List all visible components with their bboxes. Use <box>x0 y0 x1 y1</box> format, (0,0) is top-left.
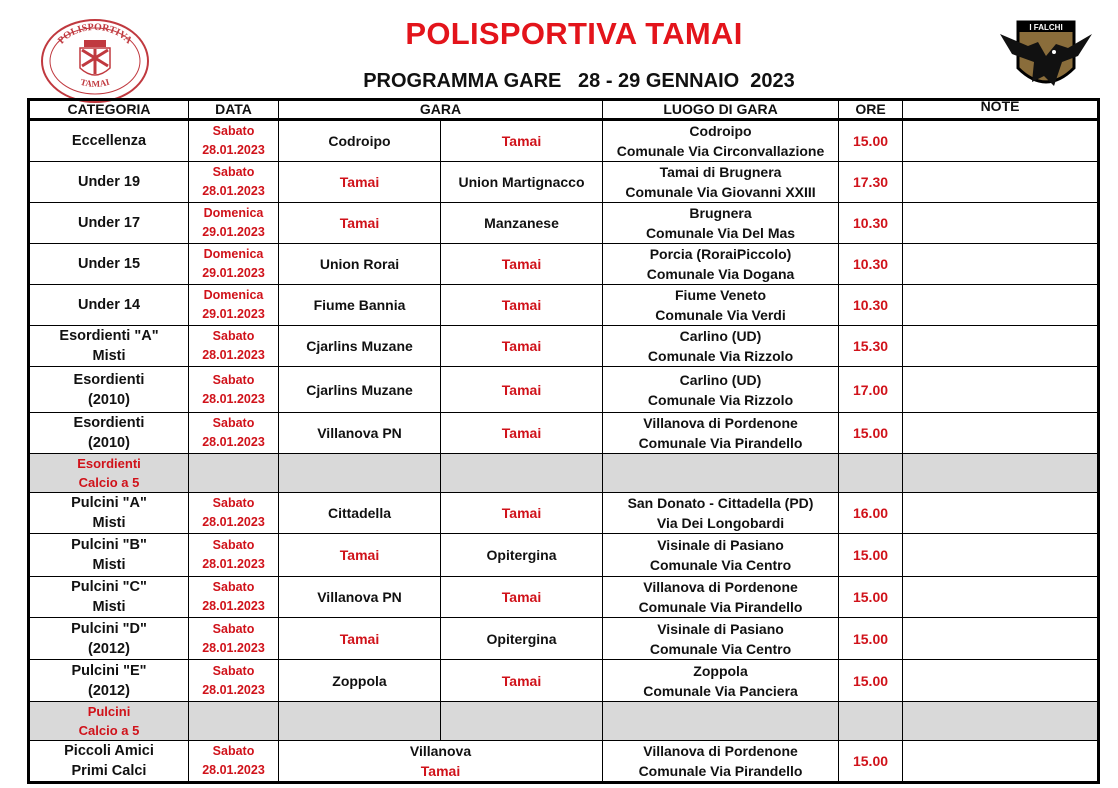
note-cell <box>903 660 1099 702</box>
cell-text: Union Martignacco <box>458 174 585 190</box>
note-cell <box>903 120 1099 162</box>
home-team-cell <box>279 203 441 244</box>
cell-text: Tamai <box>339 547 380 563</box>
away-team-cell <box>441 660 603 702</box>
note-cell <box>903 162 1099 203</box>
home-team-cell <box>279 244 441 285</box>
note-cell <box>903 244 1099 285</box>
home-team-cell <box>279 285 441 326</box>
category-cell <box>29 367 189 413</box>
cell-text: 28.01.2023 <box>202 599 265 613</box>
cell-text: Under 17 <box>77 215 141 231</box>
table-row <box>29 413 1099 454</box>
note-cell <box>903 577 1099 618</box>
cell-text: (2010) <box>88 391 130 408</box>
cell-text: Cjarlins Muzane <box>306 338 413 354</box>
venue-cell <box>603 454 839 493</box>
time-cell <box>839 741 903 783</box>
category-cell <box>29 454 189 493</box>
venue-cell <box>603 618 839 660</box>
table-row <box>29 702 1099 741</box>
venue-cell <box>603 702 839 741</box>
cell-text: Tamai <box>339 630 380 647</box>
time-cell <box>839 660 903 702</box>
category-cell <box>29 534 189 577</box>
away-team-cell <box>441 203 603 244</box>
time-cell <box>839 367 903 413</box>
note-cell <box>903 326 1099 367</box>
cell-text: 29.01.2023 <box>202 266 265 280</box>
note-cell <box>903 741 1099 783</box>
venue-cell <box>603 534 839 577</box>
cell-text: Sabato <box>212 372 255 387</box>
header-ore: ORE <box>839 100 903 120</box>
cell-text: Piccoli Amici <box>64 743 154 759</box>
date-cell <box>189 413 279 454</box>
date-cell <box>189 534 279 577</box>
cell-text: Sabato <box>212 621 255 636</box>
cell-text: Tamai <box>420 763 461 779</box>
cell-text: Sabato <box>212 496 255 510</box>
cell-text: Comunale Via Centro <box>649 557 792 573</box>
header-data: DATA <box>189 100 279 120</box>
cell-text: Opitergina <box>486 630 557 647</box>
date-cell <box>189 162 279 203</box>
date-cell <box>189 493 279 534</box>
cell-text: Comunale Via Rizzolo <box>647 391 794 408</box>
cell-text: Sabato <box>212 744 255 758</box>
header-categoria: CATEGORIA <box>29 100 189 120</box>
cell-text: 28.01.2023 <box>202 682 265 697</box>
cell-text: 15.00 <box>852 589 889 605</box>
cell-text: 28.01.2023 <box>202 143 265 157</box>
cell-text: Villanova di Pordenone <box>643 415 798 431</box>
date-cell <box>189 660 279 702</box>
cell-text: Sabato <box>212 329 255 343</box>
cell-text: Pulcini "C" <box>71 579 147 595</box>
cell-text: Visinale di Pasiano <box>657 537 784 553</box>
cell-text: Villanova PN <box>317 589 402 605</box>
table-row <box>29 120 1099 162</box>
note-cell <box>903 454 1099 493</box>
cell-text: Esordienti <box>73 371 145 388</box>
cell-text: Sabato <box>212 124 255 138</box>
category-cell <box>29 493 189 534</box>
date-cell <box>189 702 279 741</box>
cell-text: 15.00 <box>852 753 889 769</box>
cell-text: Misti <box>92 599 126 615</box>
date-cell <box>189 244 279 285</box>
note-cell <box>903 413 1099 454</box>
cell-text: Comunale Via Giovanni XXIII <box>625 184 816 200</box>
cell-text: 10.30 <box>852 297 889 313</box>
time-cell <box>839 413 903 454</box>
cell-text: Primi Calci <box>71 763 147 779</box>
cell-text: Codroipo <box>689 123 752 139</box>
cell-text: Tamai <box>501 256 542 272</box>
table-row <box>29 244 1099 285</box>
table-row <box>29 577 1099 618</box>
away-team-cell <box>441 618 603 660</box>
category-cell <box>29 285 189 326</box>
cell-text: 28.01.2023 <box>202 557 265 571</box>
cell-text: 15.00 <box>852 672 889 689</box>
cell-text: Comunale Via Pirandello <box>638 763 803 779</box>
cell-text: Zoppola <box>332 672 387 689</box>
cell-text: Domenica <box>203 206 264 220</box>
cell-text: Porcia (RoraiPiccolo) <box>649 246 792 262</box>
away-team-cell <box>441 577 603 618</box>
time-cell <box>839 203 903 244</box>
table-row <box>29 454 1099 493</box>
cell-text: Under 19 <box>77 174 141 190</box>
cell-text: Fiume Veneto <box>675 287 767 303</box>
table-row <box>29 493 1099 534</box>
venue-cell <box>603 285 839 326</box>
cell-text: Cittadella <box>327 505 391 521</box>
category-cell <box>29 413 189 454</box>
venue-cell <box>603 326 839 367</box>
table-row <box>29 285 1099 326</box>
cell-text: (2010) <box>88 435 130 451</box>
cell-text: Comunale Via Centro <box>649 640 792 657</box>
header-note: NOTE <box>903 100 1099 120</box>
cell-text: Comunale Via Pirandello <box>638 599 803 615</box>
cell-text: Sabato <box>212 165 255 179</box>
category-cell <box>29 577 189 618</box>
category-cell <box>29 326 189 367</box>
cell-text: Misti <box>92 557 126 573</box>
i-falchi-logo <box>998 16 1094 100</box>
cell-text: (2012) <box>88 682 130 699</box>
away-team-cell <box>441 162 603 203</box>
cell-text: Comunale Via Rizzolo <box>647 348 794 364</box>
away-team-cell <box>441 367 603 413</box>
time-cell <box>839 577 903 618</box>
date-cell <box>189 367 279 413</box>
cell-text: 15.00 <box>852 133 889 149</box>
venue-cell <box>603 367 839 413</box>
cell-text: Misti <box>92 348 126 364</box>
away-team-cell <box>441 285 603 326</box>
home-team-cell <box>279 454 441 493</box>
cell-text: 15.00 <box>852 547 889 563</box>
cell-text: Cjarlins Muzane <box>306 381 413 398</box>
cell-text: Esordienti <box>77 456 141 471</box>
cell-text: Via Dei Longobardi <box>656 515 785 531</box>
cell-text: Tamai <box>339 215 380 231</box>
table-row <box>29 534 1099 577</box>
date-cell <box>189 285 279 326</box>
cell-text: 28.01.2023 <box>202 391 265 406</box>
home-team-cell <box>279 534 441 577</box>
cell-text: Pulcini "D" <box>71 620 147 637</box>
cell-text: Carlino (UD) <box>679 328 762 344</box>
cell-text: Tamai <box>501 425 542 441</box>
away-team-cell <box>441 534 603 577</box>
home-team-cell <box>279 493 441 534</box>
cell-text: 29.01.2023 <box>202 307 265 321</box>
note-cell <box>903 534 1099 577</box>
cell-text: 29.01.2023 <box>202 225 265 239</box>
venue-cell <box>603 741 839 783</box>
venue-cell <box>603 203 839 244</box>
cell-text: Comunale Via Panciera <box>643 682 798 699</box>
cell-text: 28.01.2023 <box>202 348 265 362</box>
category-cell <box>29 660 189 702</box>
cell-text: Domenica <box>203 247 264 261</box>
time-cell <box>839 326 903 367</box>
table-row <box>29 618 1099 660</box>
time-cell <box>839 534 903 577</box>
cell-text: Esordienti <box>73 415 145 431</box>
cell-text: 28.01.2023 <box>202 435 265 449</box>
category-cell <box>29 120 189 162</box>
cell-text: Tamai <box>501 133 542 149</box>
time-cell <box>839 244 903 285</box>
venue-cell <box>603 660 839 702</box>
time-cell <box>839 618 903 660</box>
home-team-cell <box>279 413 441 454</box>
cell-text: 15.00 <box>852 425 889 441</box>
category-cell <box>29 741 189 783</box>
category-cell <box>29 618 189 660</box>
table-header-row <box>29 100 1099 120</box>
away-team-cell <box>441 326 603 367</box>
venue-cell <box>603 120 839 162</box>
cell-text: Tamai <box>501 297 542 313</box>
date-cell <box>189 741 279 783</box>
match-cell <box>279 741 603 783</box>
home-team-cell <box>279 162 441 203</box>
note-cell <box>903 493 1099 534</box>
note-cell <box>903 367 1099 413</box>
cell-text: Comunale Via Dogana <box>646 266 795 282</box>
table-row <box>29 660 1099 702</box>
cell-text: Pulcini "B" <box>71 537 147 553</box>
away-team-cell <box>441 413 603 454</box>
cell-text: Villanova di Pordenone <box>643 579 798 595</box>
cell-text: 15.00 <box>852 630 889 647</box>
cell-text: Misti <box>92 515 126 531</box>
cell-text: Manzanese <box>484 215 559 231</box>
cell-text: Eccellenza <box>71 133 147 149</box>
table-row <box>29 741 1099 783</box>
time-cell <box>839 493 903 534</box>
cell-text: 10.30 <box>852 215 889 231</box>
category-cell <box>29 244 189 285</box>
svg-text:POLISPORTIVA: POLISPORTIVA <box>55 21 135 47</box>
page-subtitle: PROGRAMMA GARE 28 - 29 GENNAIO 2023 <box>363 70 795 92</box>
schedule-table <box>27 98 1100 784</box>
cell-text: Comunale Via Del Mas <box>645 225 796 241</box>
home-team-cell <box>279 660 441 702</box>
note-cell <box>903 285 1099 326</box>
cell-text: 28.01.2023 <box>202 763 265 777</box>
cell-text: Codroipo <box>328 133 391 149</box>
cell-text: Brugnera <box>689 205 752 221</box>
cell-text: (2012) <box>88 640 130 657</box>
cell-text: Comunale Via Circonvallazione <box>616 143 825 159</box>
home-team-cell <box>279 577 441 618</box>
category-cell <box>29 203 189 244</box>
cell-text: Tamai <box>339 174 380 190</box>
time-cell <box>839 454 903 493</box>
cell-text: Comunale Via Pirandello <box>638 435 803 451</box>
cell-text: Pulcini <box>87 704 131 719</box>
time-cell <box>839 702 903 741</box>
cell-text: Domenica <box>203 288 264 302</box>
cell-text: Tamai di Brugnera <box>659 164 782 180</box>
cell-text: Pulcini "E" <box>71 662 147 679</box>
cell-text: Fiume Bannia <box>313 297 406 313</box>
away-team-cell <box>441 120 603 162</box>
table-row <box>29 203 1099 244</box>
cell-text: Under 15 <box>77 256 141 272</box>
cell-text: 10.30 <box>852 256 889 272</box>
home-team-cell <box>279 120 441 162</box>
svg-text:TAMAI: TAMAI <box>79 76 111 89</box>
cell-text: Tamai <box>501 672 542 689</box>
home-team-cell <box>279 618 441 660</box>
home-team-cell <box>279 702 441 741</box>
category-cell <box>29 702 189 741</box>
cell-text: Tamai <box>501 505 542 521</box>
cell-text: 28.01.2023 <box>202 515 265 529</box>
cell-text: Sabato <box>212 416 255 430</box>
cell-text: Sabato <box>212 538 255 552</box>
date-cell <box>189 203 279 244</box>
cell-text: Esordienti "A" <box>59 328 159 344</box>
cell-text: San Donato - Cittadella (PD) <box>627 495 814 511</box>
cell-text: Villanova PN <box>317 425 402 441</box>
table-row <box>29 367 1099 413</box>
page-title: POLISPORTIVA TAMAI <box>405 16 743 51</box>
cell-text: Calcio a 5 <box>78 723 140 738</box>
table-row <box>29 162 1099 203</box>
header-gara: GARA <box>279 100 603 120</box>
venue-cell <box>603 493 839 534</box>
note-cell <box>903 203 1099 244</box>
cell-text: Carlino (UD) <box>679 371 762 388</box>
table-row <box>29 326 1099 367</box>
home-team-cell <box>279 367 441 413</box>
date-cell <box>189 120 279 162</box>
cell-text: Calcio a 5 <box>78 475 140 490</box>
away-team-cell <box>441 702 603 741</box>
cell-text: 16.00 <box>852 505 889 521</box>
cell-text: 28.01.2023 <box>202 184 265 198</box>
cell-text: 17.30 <box>852 174 889 190</box>
away-team-cell <box>441 493 603 534</box>
date-cell <box>189 326 279 367</box>
cell-text: 28.01.2023 <box>202 640 265 655</box>
cell-text: Comunale Via Verdi <box>655 307 786 323</box>
note-cell <box>903 702 1099 741</box>
cell-text: Villanova di Pordenone <box>643 743 798 759</box>
cell-text: 15.30 <box>852 338 889 354</box>
date-cell <box>189 618 279 660</box>
time-cell <box>839 285 903 326</box>
away-team-cell <box>441 454 603 493</box>
date-cell <box>189 577 279 618</box>
category-cell <box>29 162 189 203</box>
venue-cell <box>603 413 839 454</box>
cell-text: Tamai <box>501 589 542 605</box>
cell-text: Sabato <box>212 580 255 594</box>
date-cell <box>189 454 279 493</box>
cell-text: Zoppola <box>693 662 748 679</box>
cell-text: Villanova <box>409 743 472 759</box>
cell-text: Union Rorai <box>319 256 400 272</box>
time-cell <box>839 120 903 162</box>
venue-cell <box>603 162 839 203</box>
cell-text: Tamai <box>501 381 542 398</box>
venue-cell <box>603 577 839 618</box>
away-team-cell <box>441 244 603 285</box>
cell-text: Pulcini "A" <box>71 495 147 511</box>
cell-text: Tamai <box>501 338 542 354</box>
time-cell <box>839 162 903 203</box>
cell-text: Under 14 <box>77 297 141 313</box>
cell-text: 17.00 <box>852 381 889 398</box>
cell-text: Visinale di Pasiano <box>657 620 784 637</box>
cell-text: Opitergina <box>486 547 557 563</box>
venue-cell <box>603 244 839 285</box>
home-team-cell <box>279 326 441 367</box>
svg-text:I FALCHI: I FALCHI <box>1029 23 1063 32</box>
cell-text: Sabato <box>212 663 255 678</box>
note-cell <box>903 618 1099 660</box>
header-luogo: LUOGO DI GARA <box>603 100 839 120</box>
